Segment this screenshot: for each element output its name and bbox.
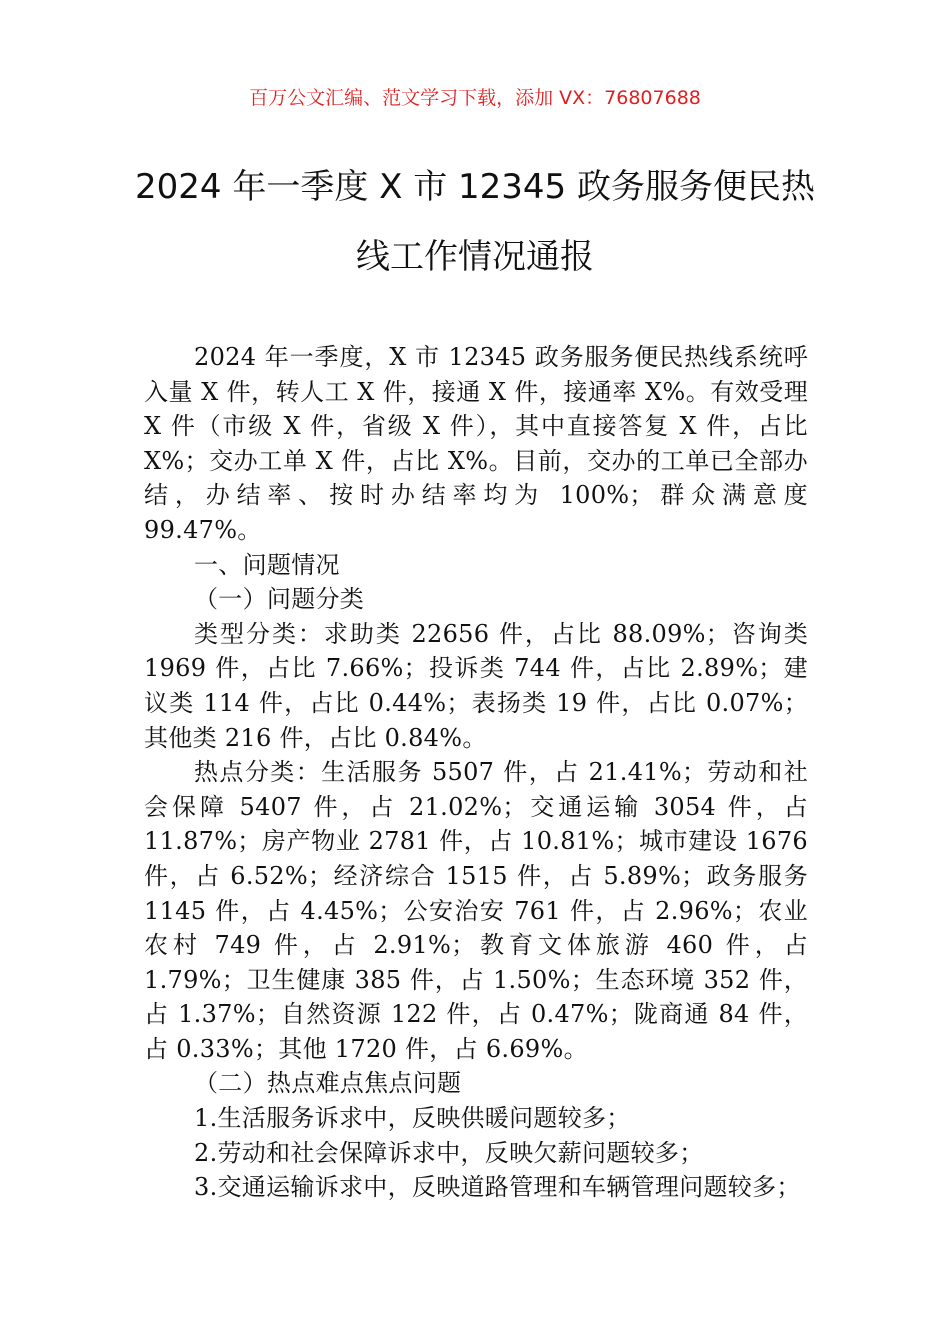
title-line-2: 线工作情况通报 <box>356 237 594 277</box>
promo-banner: 百万公文汇编、范文学习下载，添加 VX：76807688 <box>249 87 701 109</box>
type-classification-paragraph: 类型分类：求助类 22656 件，占比 88.09%；咨询类 1969 件，占比 7.66%；投诉类 744 件，占比 2.89%；建议类 114 件，占比 0.44%；表扬类 19 件，占比 0.07%；其他类 216 件，占比 0.84%。 <box>144 619 808 752</box>
document-body <box>144 340 808 1205</box>
section-heading-problems: 一、问题情况 <box>194 550 340 579</box>
hotspot-classification-paragraph: 热点分类：生活服务 5507 件，占 21.41%；劳动和社会保障 5407 件，占 21.02%；交通运输 3054 件，占 11.87%；房产物业 2781 件，占 10.81%；城市建设 1676 件，占 6.52%；经济综合 1515 件，占 5.89%；政务服务 1145 件，占 4.45%；公安治安 761 件，占 2.96%；农业农村 749 件，占 2.91%；教育文体旅游 460 件，占 1.79%；卫生健康 385 件，占 1.50%；生态环境 352 件，占 1.37%；自然资源 122 件，占 0.47%；陇商通 84 件，占 0.33%；其他 1720 件，占 6.69%。 <box>144 758 808 1063</box>
subheading-hot-issues: （二）热点难点焦点问题 <box>194 1069 462 1098</box>
intro-paragraph: 2024 年一季度，X 市 12345 政务服务便民热线系统呼入量 X 件，转人工 X 件，接通 X 件，接通率 X%。有效受理 X 件（市级 X 件，省级 X 件），其中直接答复 X 件，占比 X%；交办工单 X 件，占比 X%。目前，交办的工单已全部办结，办结率、按时办结率均为 100%；群众满意度 99.47%。 <box>144 343 808 544</box>
title-line-1: 2024 年一季度 X 市 12345 政务服务便民热 <box>134 167 816 207</box>
subheading-classification: （一）问题分类 <box>194 585 365 614</box>
document-title <box>100 152 850 292</box>
list-item: 3.交通运输诉求中，反映道路管理和车辆管理问题较多； <box>194 1173 801 1202</box>
list-item: 2.劳动和社会保障诉求中，反映欠薪问题较多； <box>194 1138 704 1167</box>
list-item: 1.生活服务诉求中，反映供暖问题较多； <box>194 1104 631 1133</box>
